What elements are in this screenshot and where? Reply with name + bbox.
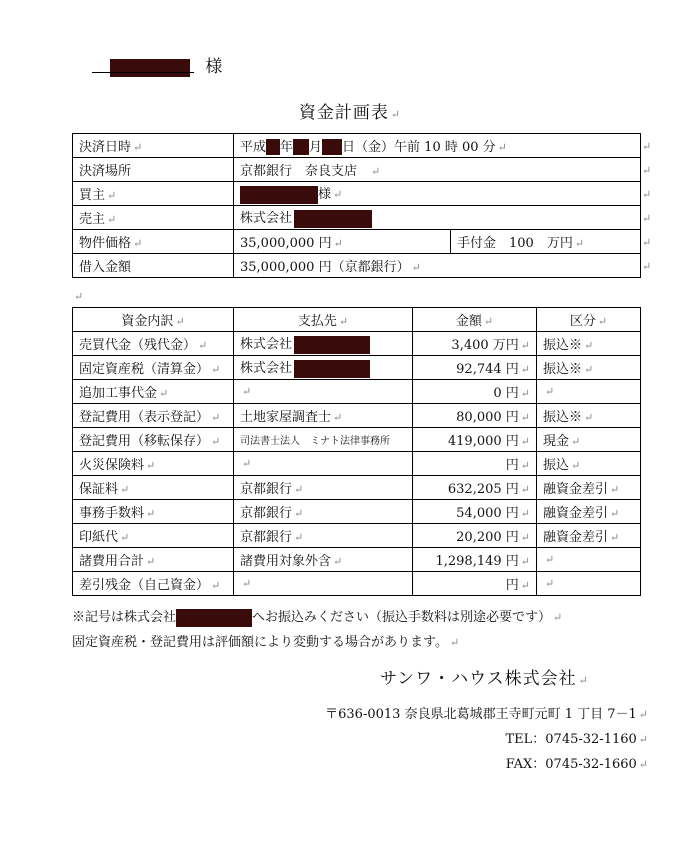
table-header-row (73, 308, 641, 332)
amount-cell (413, 500, 537, 524)
category-cell (537, 452, 641, 476)
item-cell (73, 428, 234, 452)
loan-value: 35,000,000 円（京都銀行） (240, 260, 410, 275)
payee-cell (234, 332, 413, 356)
amount-text: 円 (505, 458, 519, 473)
category-cell (537, 572, 641, 596)
table-row (73, 524, 641, 548)
settlement-table (72, 133, 641, 278)
company-fax-text: FAX：0745-32-1660 (505, 757, 637, 772)
table-row (73, 182, 641, 206)
funds-breakdown-table (72, 307, 641, 596)
datetime-month-unit: 月 (309, 139, 323, 155)
row-end-mark-icon: ↵ (642, 164, 652, 177)
buyer-label: 買主 (79, 188, 106, 203)
item-text: 差引残金（自己資金） (79, 578, 210, 593)
amount-cell (413, 404, 537, 428)
amount-text: 92,744 円 (456, 362, 519, 377)
amount-text: 20,200 円 (456, 530, 519, 545)
amount-text: 632,205 円 (447, 482, 519, 497)
cell-mark-icon: ↵ (610, 531, 620, 544)
item-cell (73, 476, 234, 500)
place-value-cell (234, 158, 641, 182)
cell-mark-icon: ↵ (520, 459, 530, 472)
company-tel-text: TEL：0745-32-1160 (505, 732, 637, 747)
table-row (73, 134, 641, 158)
valuation-note (72, 631, 459, 650)
payee-text: 京都銀行 (240, 530, 293, 545)
deposit-cell (451, 230, 641, 254)
cell-mark-icon: ↵ (545, 577, 555, 590)
cell-mark-icon: ↵ (120, 531, 130, 544)
cell-mark-icon: ↵ (120, 483, 130, 496)
cell-mark-icon: ↵ (371, 165, 381, 178)
redacted-company-name (176, 609, 252, 627)
company-address-text: 〒636-0013 奈良県北葛城郡王寺町元町 1 丁目 7－1 (325, 707, 637, 722)
addressee (92, 52, 222, 77)
cell-mark-icon: ↵ (574, 237, 585, 250)
buyer-label-cell (73, 182, 234, 206)
datetime-label-cell (73, 134, 234, 158)
transfer-note-prefix: ※記号は株式会社 (72, 610, 177, 625)
datetime-year-unit: 年 (280, 139, 294, 155)
paragraph-mark-icon: ↵ (553, 611, 563, 624)
category-text: 融資金差引 (543, 482, 609, 497)
cell-mark-icon: ↵ (133, 237, 143, 250)
item-cell (73, 356, 234, 380)
amount-cell (413, 380, 537, 404)
payee-cell (234, 524, 413, 548)
place-value: 京都銀行 奈良支店 (240, 164, 358, 179)
amount-text: 80,000 円 (456, 410, 519, 425)
deposit-text: 手付金 100 万円 (457, 236, 573, 251)
item-text: 売買代金（残代金） (79, 338, 197, 353)
cell-mark-icon: ↵ (146, 555, 156, 568)
row-end-mark-icon: ↵ (642, 212, 652, 225)
cell-mark-icon: ↵ (571, 459, 581, 472)
item-text: 諸費用合計 (79, 554, 145, 569)
paragraph-mark-icon: ↵ (74, 290, 84, 303)
payee-text: 京都銀行 (240, 506, 293, 521)
payee-cell (234, 500, 413, 524)
header-cell (234, 308, 413, 332)
loan-label: 借入金額 (79, 260, 132, 275)
payee-text: 株式会社 (240, 337, 293, 353)
addressee-underline (92, 72, 194, 73)
cell-mark-icon: ↵ (333, 411, 343, 424)
row-end-mark-icon: ↵ (642, 188, 652, 201)
item-cell (73, 404, 234, 428)
paragraph-mark-icon: ↵ (578, 674, 589, 687)
cell-mark-icon: ↵ (294, 507, 304, 520)
cell-mark-icon: ↵ (584, 411, 594, 424)
datetime-value-cell (234, 134, 641, 158)
redacted-day (322, 139, 342, 155)
paragraph-mark-icon: ↵ (390, 108, 402, 121)
amount-text: 419,000 円 (447, 434, 519, 449)
buyer-suffix: 様 (318, 187, 332, 203)
cell-mark-icon: ↵ (211, 579, 221, 592)
item-cell (73, 524, 234, 548)
payee-text: 株式会社 (240, 361, 293, 377)
category-cell (537, 524, 641, 548)
cell-mark-icon: ↵ (545, 553, 555, 566)
company-address (325, 703, 648, 722)
item-text: 登記費用（移転保存） (79, 434, 210, 449)
cell-mark-icon: ↵ (159, 387, 169, 400)
cell-mark-icon: ↵ (211, 411, 221, 424)
table-row (73, 476, 641, 500)
table-row (73, 230, 641, 254)
datetime-era: 平成 (240, 139, 267, 155)
item-cell (73, 452, 234, 476)
table-row (73, 206, 641, 230)
table-row (73, 356, 641, 380)
payee-cell (234, 404, 413, 428)
item-cell (73, 572, 234, 596)
cell-mark-icon: ↵ (520, 555, 530, 568)
redacted-payee-name (294, 360, 370, 378)
amount-cell (413, 548, 537, 572)
redacted-addressee-name (110, 59, 190, 77)
category-cell (537, 500, 641, 524)
transfer-note (72, 606, 562, 627)
cell-mark-icon: ↵ (333, 555, 343, 568)
datetime-day-text: 日（金）午前 10 時 00 分 (342, 139, 496, 155)
seller-value-cell (234, 206, 641, 230)
addressee-suffix: 様 (205, 57, 223, 77)
payee-text: 京都銀行 (240, 482, 293, 497)
document-title (0, 98, 700, 123)
amount-cell (413, 524, 537, 548)
cell-mark-icon: ↵ (294, 531, 304, 544)
payee-cell (234, 476, 413, 500)
document-title-text: 資金計画表 (298, 103, 389, 123)
cell-mark-icon: ↵ (242, 577, 252, 590)
item-cell (73, 548, 234, 572)
redacted-month (293, 139, 309, 155)
cell-mark-icon: ↵ (520, 435, 530, 448)
cell-mark-icon: ↵ (545, 385, 555, 398)
table-row (73, 572, 641, 596)
header-item: 資金内訳 (121, 314, 174, 329)
table-row (73, 452, 641, 476)
valuation-note-text: 固定資産税・登記費用は評価額により変動する場合があります。 (72, 635, 448, 650)
category-text: 振込※ (543, 410, 583, 425)
price-label: 物件価格 (79, 236, 132, 251)
cell-mark-icon: ↵ (211, 363, 221, 376)
item-text: 固定資産税（清算金） (79, 362, 210, 377)
cell-mark-icon: ↵ (584, 339, 594, 352)
cell-mark-icon: ↵ (610, 483, 620, 496)
item-cell (73, 380, 234, 404)
cell-mark-icon: ↵ (175, 315, 185, 328)
table-row (73, 254, 641, 278)
price-value: 35,000,000 円 (240, 236, 332, 251)
category-cell (537, 356, 641, 380)
payee-cell (234, 380, 413, 404)
category-text: 振込※ (543, 362, 583, 377)
payee-text: 諸費用対象外含 (240, 554, 332, 569)
item-cell (73, 500, 234, 524)
header-cell (73, 308, 234, 332)
seller-label: 売主 (79, 212, 106, 227)
cell-mark-icon: ↵ (584, 363, 594, 376)
amount-text: 1,298,149 円 (435, 554, 519, 569)
cell-mark-icon: ↵ (520, 411, 530, 424)
amount-cell (413, 452, 537, 476)
company-name (380, 664, 589, 689)
amount-cell (413, 356, 537, 380)
place-label-cell (73, 158, 234, 182)
company-tel (505, 728, 648, 747)
redacted-buyer-name (240, 186, 318, 204)
category-cell (537, 476, 641, 500)
item-text: 追加工事代金 (79, 386, 158, 401)
cell-mark-icon: ↵ (520, 507, 530, 520)
cell-mark-icon: ↵ (294, 483, 304, 496)
row-end-mark-icon: ↵ (642, 236, 652, 249)
cell-mark-icon: ↵ (211, 435, 221, 448)
table-row (73, 404, 641, 428)
cell-mark-icon: ↵ (198, 339, 208, 352)
cell-mark-icon: ↵ (610, 507, 620, 520)
seller-label-cell (73, 206, 234, 230)
table-row (73, 380, 641, 404)
header-amount: 金額 (455, 314, 482, 329)
table-row (73, 548, 641, 572)
loan-value-cell (234, 254, 641, 278)
payee-cell (234, 572, 413, 596)
paragraph-mark-icon: ↵ (638, 758, 648, 771)
cell-mark-icon: ↵ (483, 315, 494, 328)
row-end-mark-icon: ↵ (642, 140, 652, 153)
payee-cell (234, 356, 413, 380)
payee-text: 土地家屋調査士 (240, 410, 332, 425)
cell-mark-icon: ↵ (333, 188, 343, 202)
datetime-label: 決済日時 (79, 140, 132, 155)
price-label-cell (73, 230, 234, 254)
company-name-text: サンワ・ハウス株式会社 (380, 669, 577, 689)
cell-mark-icon: ↵ (520, 387, 530, 400)
loan-label-cell (73, 254, 234, 278)
payee-cell (234, 452, 413, 476)
table-row (73, 332, 641, 356)
paragraph-mark-icon: ↵ (638, 733, 648, 746)
place-label: 決済場所 (79, 164, 132, 179)
category-text: 現金 (543, 434, 570, 449)
cell-mark-icon: ↵ (520, 339, 530, 352)
row-end-mark-icon: ↵ (642, 260, 652, 273)
category-text: 融資金差引 (543, 530, 609, 545)
table-row (73, 500, 641, 524)
amount-text: 54,000 円 (456, 506, 519, 521)
redacted-year (266, 139, 280, 155)
cell-mark-icon: ↵ (597, 315, 608, 328)
payee-cell (234, 548, 413, 572)
cell-mark-icon: ↵ (133, 141, 143, 154)
item-text: 登記費用（表示登記） (79, 410, 210, 425)
category-cell (537, 428, 641, 452)
cell-mark-icon: ↵ (107, 189, 117, 202)
cell-mark-icon: ↵ (520, 483, 530, 496)
amount-cell (413, 476, 537, 500)
header-cell (413, 308, 537, 332)
category-text: 融資金差引 (543, 506, 609, 521)
redacted-seller-name (294, 210, 372, 228)
category-cell (537, 404, 641, 428)
category-cell (537, 332, 641, 356)
payee-text: 司法書士法人 ミナト法律事務所 (240, 436, 390, 447)
cell-mark-icon: ↵ (333, 237, 343, 250)
payee-cell (234, 428, 413, 452)
cell-mark-icon: ↵ (146, 459, 156, 472)
cell-mark-icon: ↵ (242, 457, 252, 470)
paragraph-mark-icon: ↵ (449, 636, 460, 649)
item-cell (73, 332, 234, 356)
table-row (73, 158, 641, 182)
item-text: 保証料 (79, 482, 119, 497)
paragraph-mark-icon: ↵ (638, 708, 648, 721)
table-row (73, 428, 641, 452)
header-category: 区分 (569, 314, 596, 329)
cell-mark-icon: ↵ (520, 363, 530, 376)
cell-mark-icon: ↵ (107, 213, 117, 226)
buyer-value-cell (234, 182, 641, 206)
header-payee: 支払先 (297, 314, 337, 329)
transfer-note-suffix: へお振込みください（振込手数料は別途必要です） (252, 610, 552, 625)
amount-cell (413, 572, 537, 596)
amount-text: 3,400 万円 (451, 338, 519, 353)
cell-mark-icon: ↵ (411, 261, 421, 274)
cell-mark-icon: ↵ (146, 507, 156, 520)
header-cell (537, 308, 641, 332)
cell-mark-icon: ↵ (520, 579, 530, 592)
amount-cell (413, 428, 537, 452)
item-text: 事務手数料 (79, 506, 145, 521)
amount-text: 円 (505, 578, 519, 593)
cell-mark-icon: ↵ (520, 531, 530, 544)
price-value-cell (234, 230, 451, 254)
cell-mark-icon: ↵ (338, 315, 349, 328)
cell-mark-icon: ↵ (497, 140, 507, 154)
item-text: 火災保険料 (79, 458, 145, 473)
category-cell (537, 380, 641, 404)
amount-cell (413, 332, 537, 356)
cell-mark-icon: ↵ (242, 385, 252, 398)
item-text: 印紙代 (79, 530, 119, 545)
category-text: 振込※ (543, 338, 583, 353)
cell-mark-icon: ↵ (571, 435, 581, 448)
redacted-payee-name (294, 336, 370, 354)
category-cell (537, 548, 641, 572)
company-fax (506, 753, 648, 772)
category-text: 振込 (543, 458, 570, 473)
amount-text: 0 円 (493, 386, 519, 401)
seller-prefix: 株式会社 (240, 211, 293, 227)
